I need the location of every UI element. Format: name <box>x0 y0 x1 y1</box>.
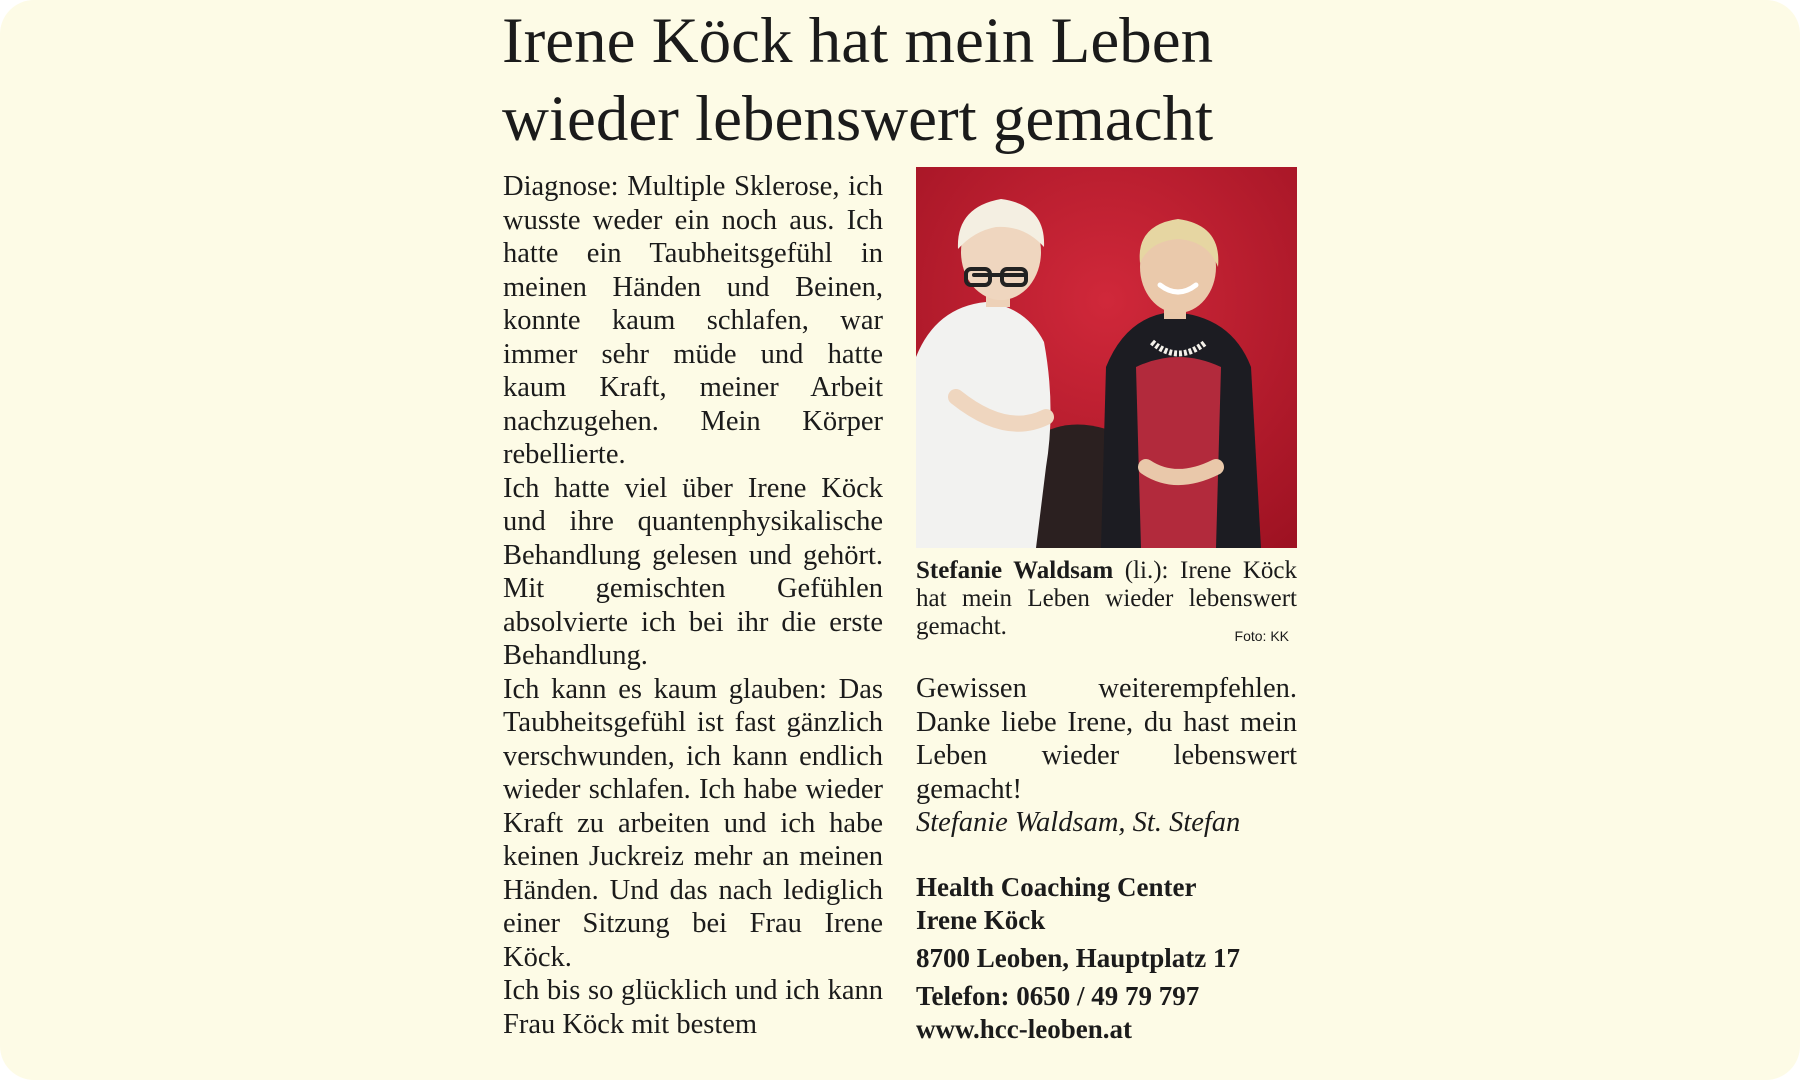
caption-name: Stefanie Waldsam <box>916 557 1114 584</box>
author-signature: Stefanie Waldsam, St. Stefan <box>916 807 1241 838</box>
article-photo <box>916 167 1297 548</box>
article-body-right <box>916 672 1297 840</box>
body-paragraph: Ich kann es kaum glauben: Das Taubheitsgefühl ist fast gänzlich verschwunden, ich kann endlich wieder schlafen. Ich habe wieder Kraft zu arbeiten und ich habe keinen Juckreiz mehr an meinen Händen. Und das nach lediglich einer Sitzung bei Frau Irene Köck. <box>503 673 883 973</box>
body-paragraph: Ich hatte viel über Irene Köck und ihre quantenphysikalische Behandlung gelesen und gehört. Mit gemischten Gefühlen absolvierte ich bei ihr die erste Behandlung. <box>503 472 883 671</box>
article-headline: Irene Köck hat mein Leben wieder lebenswert gemacht <box>502 5 1214 155</box>
photo-credit: Foto: KK <box>1234 628 1289 644</box>
contact-phone: Telefon: 0650 / 49 79 797 <box>916 981 1200 1011</box>
contact-person: Irene Köck <box>916 905 1046 935</box>
photo-caption <box>916 557 1297 650</box>
contact-company: Health Coaching Center <box>916 872 1197 902</box>
body-paragraph: Gewissen weiterempfehlen. Danke liebe Irene, du hast mein Leben wieder lebenswert gemacht! <box>916 673 1297 805</box>
caption-text: (li.): Irene Köck hat mein Leben wieder lebenswert gemacht. <box>916 557 1298 640</box>
body-paragraph: Diagnose: Multiple Sklerose, ich wusste weder ein noch aus. Ich hatte ein Taubheitsgefühl in meinen Händen und Beinen, konnte kaum schlafen, war immer sehr müde und hatte kaum Kraft, meiner Arbeit nachzugehen. Mein Körper rebellierte. <box>503 171 883 470</box>
contact-address: 8700 Leoben, Hauptplatz 17 <box>916 943 1241 973</box>
body-paragraph: Ich bis so glücklich und ich kann Frau Köck mit bestem <box>503 975 883 1040</box>
article-body-left <box>503 170 883 1041</box>
contact-website: www.hcc-leoben.at <box>916 1014 1132 1044</box>
contact-block <box>916 871 1316 1046</box>
